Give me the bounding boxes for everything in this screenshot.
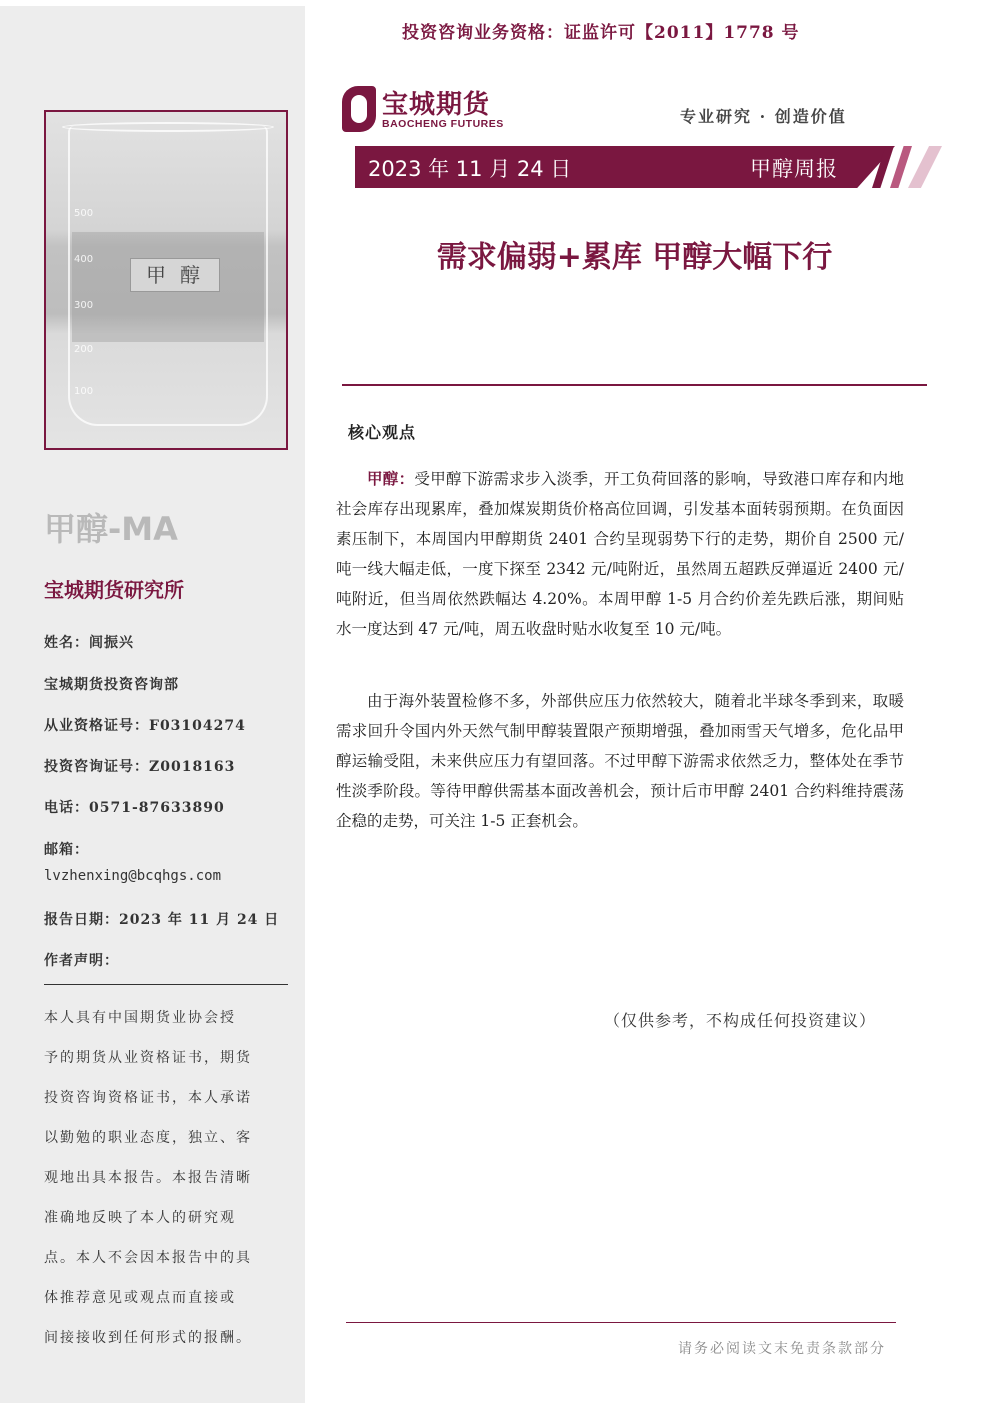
logo-mark-icon bbox=[342, 86, 376, 132]
banner-date: 2023 年 11 月 24 日 bbox=[368, 157, 572, 181]
report-date: 报告日期：2023 年 11 月 24 日 bbox=[44, 912, 280, 928]
section-title: 核心观点 bbox=[348, 423, 417, 442]
sidebar bbox=[0, 6, 305, 1403]
statement-line: 本人具有中国期货业协会授 bbox=[44, 1010, 236, 1026]
disclaimer: （仅供参考，不构成任何投资建议） bbox=[604, 1011, 877, 1030]
report-type: 甲醇周报 bbox=[750, 157, 838, 181]
advisory-number: 投资咨询证号：Z0018163 bbox=[44, 759, 236, 775]
outlook-paragraph: 由于海外装置检修不多，外部供应压力依然较大，随着北半球冬季到来，取暖需求回升令国内外天然气制甲醇装置限产预期增强，叠加雨雪天气增多，危化品甲醇运输受阻，未来供应压力有望回落。不过甲醇下游需求依然乏力，整体处在季节性淡季阶段。等待甲醇供需基本面改善机会，预计后市甲醇 2401 合约料维持震荡企稳的走势，可关注 1-5 正套机会。 bbox=[336, 692, 904, 830]
logo-text-cn: 宝城期货 bbox=[382, 90, 491, 120]
logo-text-en: BAOCHENG FUTURES bbox=[382, 118, 504, 130]
author-statement-title: 作者声明： bbox=[44, 953, 119, 969]
statement-line: 予的期货从业资格证书，期货 bbox=[44, 1050, 252, 1066]
slogan: 专业研究 · 创造价值 bbox=[680, 107, 847, 126]
statement-line: 点。本人不会因本报告中的具 bbox=[44, 1250, 252, 1266]
methanol-beaker-photo bbox=[44, 110, 288, 450]
email-label: 邮箱： bbox=[44, 842, 89, 858]
product-code: 甲醇-MA bbox=[44, 510, 178, 548]
beaker-label: 甲醇 bbox=[130, 258, 220, 292]
sidebar-divider bbox=[44, 984, 288, 985]
statement-line: 投资咨询资格证书，本人承诺 bbox=[44, 1090, 252, 1106]
author-statement bbox=[44, 998, 276, 1358]
statement-line: 观地出具本报告。本报告清晰 bbox=[44, 1170, 252, 1186]
banner-stripe bbox=[908, 146, 942, 188]
statement-line: 准确地反映了本人的研究观 bbox=[44, 1210, 236, 1226]
department: 宝城期货投资咨询部 bbox=[44, 677, 179, 693]
headline-divider bbox=[342, 384, 927, 386]
footer-note: 请务必阅读文末免责条款部分 bbox=[678, 1341, 886, 1357]
beaker-tick: 200 bbox=[74, 344, 94, 355]
phone: 电话：0571-87633890 bbox=[44, 800, 225, 816]
beaker-tick: 300 bbox=[74, 300, 94, 311]
statement-line: 间接接收到任何形式的报酬。 bbox=[44, 1330, 252, 1346]
report-headline: 需求偏弱+累库 甲醇大幅下行 bbox=[436, 240, 833, 275]
beaker-tick: 100 bbox=[74, 386, 94, 397]
core-view-paragraph bbox=[336, 464, 904, 644]
qualification-number: 从业资格证号：F03104274 bbox=[44, 718, 246, 734]
email-link[interactable]: lvzhenxing@bcqhgs.com bbox=[44, 868, 222, 884]
statement-line: 体推荐意见或观点而直接或 bbox=[44, 1290, 236, 1306]
banner-stripe bbox=[890, 146, 912, 188]
paragraph-text: 受甲醇下游需求步入淡季，开工负荷回落的影响，导致港口库存和内地社会库存出现累库，叠加煤炭期货价格高位回调，引发基本面转弱预期。在负面因素压制下，本周国内甲醇期货 2401 合约呈现弱势下行的走势，期价自 2500 元/吨一线大幅走低，一度下探至 2342 元/吨附近，虽然周五超跌反弹逼近 2400 元/吨附近，但当周依然跌幅达 4.20%。本周甲醇 1-5 月合约价差先跌后涨，期间贴水一度达到 47 元/吨，周五收盘时贴水收复至 10 元/吨。 bbox=[336, 470, 904, 638]
footer-divider bbox=[346, 1322, 896, 1323]
license-line: 投资咨询业务资格：证监许可【2011】1778 号 bbox=[402, 23, 800, 43]
institute-name: 宝城期货研究所 bbox=[44, 578, 184, 602]
company-logo bbox=[342, 84, 512, 136]
statement-line: 以勤勉的职业态度，独立、客 bbox=[44, 1130, 252, 1146]
beaker-tick: 400 bbox=[74, 254, 94, 265]
paragraph-lead: 甲醇： bbox=[367, 469, 415, 488]
author-name: 姓名：闾振兴 bbox=[44, 635, 134, 651]
beaker-tick: 500 bbox=[74, 208, 94, 219]
